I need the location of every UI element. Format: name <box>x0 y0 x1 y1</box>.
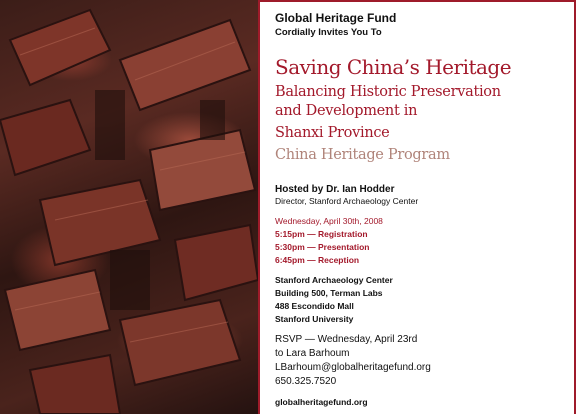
event-subtitle-line-1: Balancing Historic Preservation <box>275 84 501 100</box>
event-title: Saving China’s Heritage <box>275 55 512 79</box>
website-link: globalheritagefund.org <box>275 397 368 407</box>
invites-line: Cordially Invites You To <box>275 27 382 38</box>
venue-line: Stanford Archaeology Center <box>275 275 393 285</box>
event-subtitle-line-2: and Development in <box>275 103 418 119</box>
host-name: Hosted by Dr. Ian Hodder <box>275 184 395 195</box>
program-name: China Heritage Program <box>275 147 450 163</box>
schedule-item: 6:45pm — Reception <box>275 255 360 265</box>
organization-name: Global Heritage Fund <box>275 11 397 25</box>
rsvp-contact: to Lara Barhoum <box>275 348 350 359</box>
rsvp-deadline: RSVP — Wednesday, April 23rd <box>275 334 418 345</box>
schedule-item: 5:15pm — Registration <box>275 229 368 239</box>
venue-line: 488 Escondido Mall <box>275 301 354 311</box>
venue-line: Building 500, Terman Labs <box>275 288 383 298</box>
rsvp-email: LBarhoum@globalheritagefund.org <box>275 362 431 373</box>
host-title: Director, Stanford Archaeology Center <box>275 196 419 206</box>
event-date: Wednesday, April 30th, 2008 <box>275 216 383 226</box>
event-subtitle-line-3: Shanxi Province <box>275 125 390 141</box>
rsvp-phone: 650.325.7520 <box>275 376 337 387</box>
schedule-item: 5:30pm — Presentation <box>275 242 370 252</box>
bracket-illustration <box>0 0 258 414</box>
wooden-bracket-photo <box>0 0 258 414</box>
invitation-card <box>258 0 576 414</box>
venue-line: Stanford University <box>275 314 354 324</box>
